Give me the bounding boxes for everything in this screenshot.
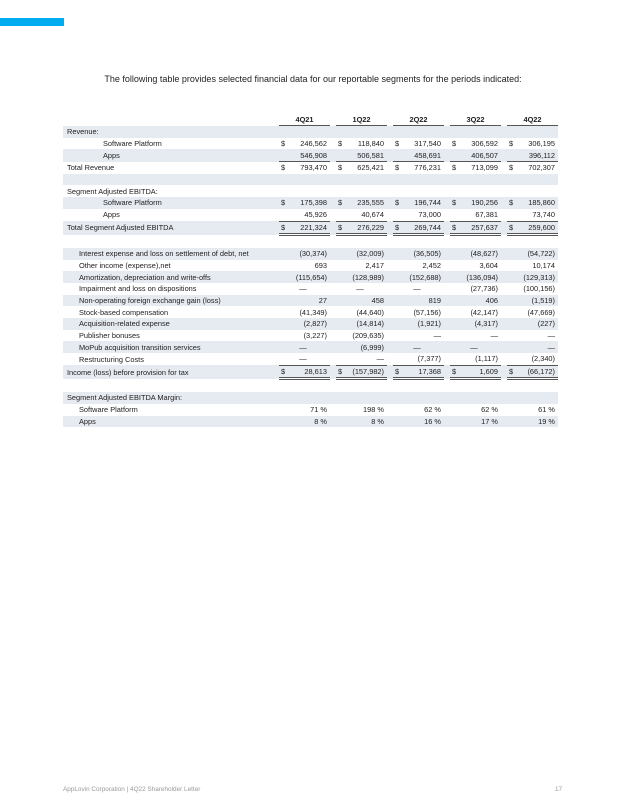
ebitda-apps-row — [63, 209, 558, 221]
table-cell: — — [356, 284, 364, 294]
table-cell: $ 235,555 — [336, 197, 387, 209]
table-cell: $ 175,398 — [279, 197, 330, 209]
table-cell: (27,736) — [470, 284, 498, 294]
table-cell: (14,814) — [336, 318, 387, 330]
table-cell: 40,674 — [336, 209, 387, 221]
column-header: 2Q22 — [393, 113, 444, 126]
table-cell: (48,627) — [450, 248, 501, 260]
row-label: Total Revenue — [67, 163, 115, 173]
table-cell: $ 713,099 — [450, 162, 501, 174]
spacer-row — [63, 174, 558, 186]
table-cell: 819 — [393, 295, 444, 307]
revenue-header-row — [63, 126, 558, 138]
row-label: Publisher bonuses — [79, 331, 140, 341]
table-cell: 693 — [314, 260, 327, 270]
table-cell: — — [490, 331, 498, 341]
table-cell: $ 702,307 — [507, 162, 558, 174]
table-cell: 546,908 — [279, 149, 330, 161]
table-cell: — — [279, 341, 330, 353]
table-cell: — — [433, 331, 441, 341]
table-cell: $ 246,562 — [279, 138, 330, 150]
table-cell: $ 269,744 — [393, 221, 444, 235]
row-label: Amortization, depreciation and write-offs — [63, 271, 273, 283]
table-cell: (42,147) — [470, 307, 498, 317]
table-cell: (136,094) — [450, 271, 501, 283]
ebitda-header-row — [63, 185, 558, 197]
table-cell: (6,999) — [336, 341, 387, 353]
table-cell: — — [279, 353, 330, 365]
table-cell: 458,691 — [393, 149, 444, 161]
row-label: Total Segment Adjusted EBITDA — [63, 221, 273, 235]
table-cell: $ 306,195 — [507, 138, 558, 150]
table-cell: 3,604 — [479, 260, 498, 270]
row-label: Apps — [103, 210, 120, 220]
table-cell: $ 185,860 — [507, 197, 558, 209]
table-cell: $ 306,592 — [450, 138, 501, 150]
margin-header-row — [63, 392, 558, 404]
table-cell: 73,740 — [507, 209, 558, 221]
table-cell: $ 190,256 — [450, 197, 501, 209]
column-header: 1Q22 — [336, 113, 387, 126]
row-label: Software Platform — [79, 405, 138, 415]
table-cell: (7,377) — [393, 353, 444, 365]
table-cell: $ 276,229 — [336, 221, 387, 235]
publisher-bonuses-row — [63, 330, 558, 342]
mopub-row — [63, 341, 558, 353]
column-header: 4Q22 — [507, 113, 558, 126]
row-label: Non-operating foreign exchange gain (loss) — [63, 295, 273, 307]
table-cell: (36,505) — [393, 248, 444, 260]
table-cell: (209,635) — [352, 331, 384, 341]
row-label: Stock-based compensation — [79, 307, 169, 317]
table-cell: $ 259,600 — [507, 221, 558, 235]
table-cell: (115,654) — [279, 271, 330, 283]
table-cell: $ 221,324 — [279, 221, 330, 235]
table-cell: (1,921) — [393, 318, 444, 330]
fx-gain-row — [63, 295, 558, 307]
table-cell: $ 257,637 — [450, 221, 501, 235]
table-cell: $ 776,231 — [393, 162, 444, 174]
table-cell: 8 % — [336, 416, 387, 428]
total-ebitda-row — [63, 221, 558, 235]
row-label: Segment Adjusted EBITDA: — [67, 186, 158, 196]
spacer-row — [63, 379, 558, 392]
table-cell: $ 28,613 — [279, 365, 330, 379]
table-cell: $ 317,540 — [393, 138, 444, 150]
ebitda-software-platform-row — [63, 197, 558, 209]
table-cell: — — [393, 341, 444, 353]
impairment-row — [63, 283, 558, 295]
table-cell: 19 % — [507, 416, 558, 428]
table-cell: 62 % — [481, 405, 498, 415]
table-cell: 61 % — [538, 405, 555, 415]
revenue-apps-row — [63, 149, 558, 161]
row-label: Revenue: — [63, 126, 273, 138]
intro-text: The following table provides selected financial data for our reportable segments for the periods indicated: — [104, 74, 522, 84]
interest-expense-row — [63, 248, 558, 260]
table-cell: — — [450, 341, 501, 353]
table-cell: (227) — [507, 318, 558, 330]
table-cell: — — [336, 353, 387, 365]
spacer-row — [63, 235, 558, 248]
column-header: 4Q21 — [279, 113, 330, 126]
table-cell: (57,156) — [413, 307, 441, 317]
margin-software-platform-row — [63, 404, 558, 416]
table-cell: 62 % — [424, 405, 441, 415]
table-cell: — — [299, 284, 307, 294]
header-row — [63, 113, 558, 126]
table-cell: — — [413, 284, 421, 294]
table-cell: $ (66,172) — [507, 365, 558, 379]
table-cell: 73,000 — [393, 209, 444, 221]
table-cell: (2,827) — [279, 318, 330, 330]
table-cell: (44,640) — [356, 307, 384, 317]
row-label: Software Platform — [103, 139, 162, 149]
stock-comp-row — [63, 306, 558, 318]
table-cell: (128,989) — [336, 271, 387, 283]
acquisition-expense-row — [63, 318, 558, 330]
table-cell: (47,669) — [527, 307, 555, 317]
row-label: Software Platform — [63, 197, 273, 209]
table-cell: 506,581 — [336, 149, 387, 161]
table-cell: 2,452 — [422, 260, 441, 270]
row-label: Other income (expense),net — [79, 260, 171, 270]
segment-financial-table — [63, 113, 558, 427]
table-cell: 27 — [279, 295, 330, 307]
table-cell: — — [507, 341, 558, 353]
table-cell: (3,227) — [303, 331, 327, 341]
row-label: Restructuring Costs — [79, 354, 144, 364]
row-label: Interest expense and loss on settlement of debt, net — [63, 248, 273, 260]
table-cell: (1,519) — [507, 295, 558, 307]
table-cell: 17 % — [450, 416, 501, 428]
table-cell: $ (157,982) — [336, 365, 387, 379]
row-label: Apps — [63, 149, 273, 161]
table-cell: $ 625,421 — [336, 162, 387, 174]
table-cell: (2,340) — [507, 353, 558, 365]
table-cell: (4,317) — [450, 318, 501, 330]
page-number: 17 — [555, 786, 563, 793]
row-label: Apps — [63, 416, 273, 428]
table-cell: 67,381 — [450, 209, 501, 221]
row-label: Acquisition-related expense — [63, 318, 273, 330]
table-cell: 10,174 — [532, 260, 555, 270]
table-cell: 458 — [336, 295, 387, 307]
table-cell: 8 % — [279, 416, 330, 428]
row-label: Impairment and loss on dispositions — [79, 284, 197, 294]
table-cell: $ 1,609 — [450, 365, 501, 379]
table-cell: 45,926 — [279, 209, 330, 221]
other-income-row — [63, 260, 558, 272]
total-revenue-row — [63, 162, 558, 174]
table-cell: (41,349) — [299, 307, 327, 317]
table-cell: (152,688) — [393, 271, 444, 283]
table-cell: — — [547, 331, 555, 341]
table-cell: $ 17,368 — [393, 365, 444, 379]
row-label: Income (loss) before provision for tax — [63, 365, 273, 379]
restructuring-row — [63, 353, 558, 365]
table-cell: $ 196,744 — [393, 197, 444, 209]
margin-apps-row — [63, 416, 558, 428]
table-cell: (32,009) — [336, 248, 387, 260]
amortization-row — [63, 271, 558, 283]
income-before-tax-row — [63, 365, 558, 379]
table-cell: (30,374) — [279, 248, 330, 260]
row-label: Segment Adjusted EBITDA Margin: — [63, 392, 273, 404]
table-cell: 16 % — [393, 416, 444, 428]
table-cell: $ 118,840 — [336, 138, 387, 150]
table-cell: (129,313) — [507, 271, 558, 283]
table-cell: 2,417 — [365, 260, 384, 270]
accent-bar — [0, 18, 64, 26]
row-label: MoPub acquisition transition services — [63, 341, 273, 353]
table-cell: (100,156) — [523, 284, 555, 294]
table-cell: $ 793,470 — [279, 162, 330, 174]
revenue-software-platform-row — [63, 138, 558, 150]
page-footer: AppLovin Corporation | 4Q22 Shareholder Letter — [63, 786, 201, 793]
table-cell: 71 % — [310, 405, 327, 415]
table-cell: (54,722) — [507, 248, 558, 260]
table-cell: 396,112 — [507, 149, 558, 161]
column-header: 3Q22 — [450, 113, 501, 126]
table-cell: 406 — [450, 295, 501, 307]
table-cell: (1,117) — [450, 353, 501, 365]
table-cell: 406,507 — [450, 149, 501, 161]
table-cell: 198 % — [363, 405, 384, 415]
